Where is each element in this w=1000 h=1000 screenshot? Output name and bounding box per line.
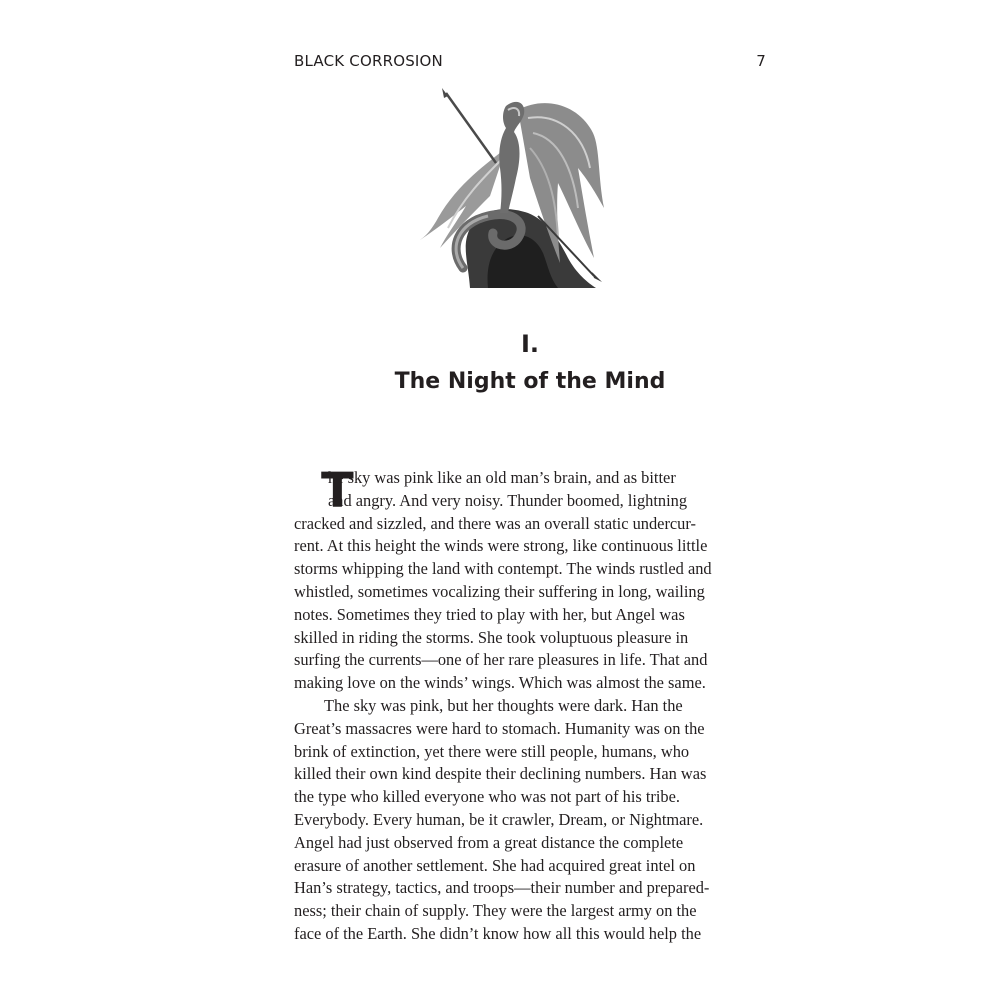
text-line: he sky was pink like an old man’s brain, and as bitter bbox=[328, 468, 676, 487]
text-line: notes. Sometimes they tried to play with her, but Angel was bbox=[294, 604, 685, 624]
text-line: ness; their chain of supply. They were the largest army on the bbox=[294, 901, 697, 921]
text-line: The sky was pink, but her thoughts were dark. Han the bbox=[324, 695, 683, 715]
drop-cap: T bbox=[321, 463, 354, 519]
winged-angel-illustration bbox=[418, 88, 610, 288]
text-line: erasure of another settlement. She had acquired great intel on bbox=[294, 855, 696, 875]
text-line: cracked and sizzled, and there was an overall static undercur- bbox=[294, 513, 696, 533]
text-line: skilled in riding the storms. She took voluptuous pleasure in bbox=[294, 627, 689, 647]
text-line: and angry. And very noisy. Thunder boomed, lightning bbox=[328, 490, 688, 510]
page-number: 7 bbox=[756, 52, 766, 70]
text-line: rent. At this height the winds were strong, like continuous little bbox=[294, 536, 708, 556]
text-line: storms whipping the land with contempt. The winds rustled and bbox=[294, 559, 712, 579]
body-text bbox=[294, 463, 766, 946]
text-line: the type who killed everyone who was not part of his tribe. bbox=[294, 787, 680, 807]
text-line: making love on the winds’ wings. Which was almost the same. bbox=[294, 673, 706, 693]
chapter-number: I. bbox=[520, 330, 540, 358]
running-title: BLACK CORROSION bbox=[294, 52, 443, 70]
text-line: face of the Earth. She didn’t know how all this would help the bbox=[294, 923, 702, 943]
text-line: surfing the currents—one of her rare pleasures in life. That and bbox=[294, 650, 708, 670]
text-line: brink of extinction, yet there were still people, humans, who bbox=[294, 741, 690, 761]
angel-illustration-svg bbox=[418, 88, 610, 288]
text-line: Everybody. Every human, be it crawler, Dream, or Nightmare. bbox=[294, 809, 704, 829]
chapter-title: The Night of the Mind bbox=[394, 369, 666, 394]
text-line: whistled, sometimes vocalizing their suffering in long, wailing bbox=[294, 581, 705, 601]
text-line: Great’s massacres were hard to stomach. Humanity was on the bbox=[294, 718, 705, 738]
text-line: Angel had just observed from a great distance the complete bbox=[294, 832, 684, 852]
text-line: Han’s strategy, tactics, and troops—their number and prepared- bbox=[294, 878, 710, 898]
text-line: killed their own kind despite their declining numbers. Han was bbox=[294, 764, 707, 784]
